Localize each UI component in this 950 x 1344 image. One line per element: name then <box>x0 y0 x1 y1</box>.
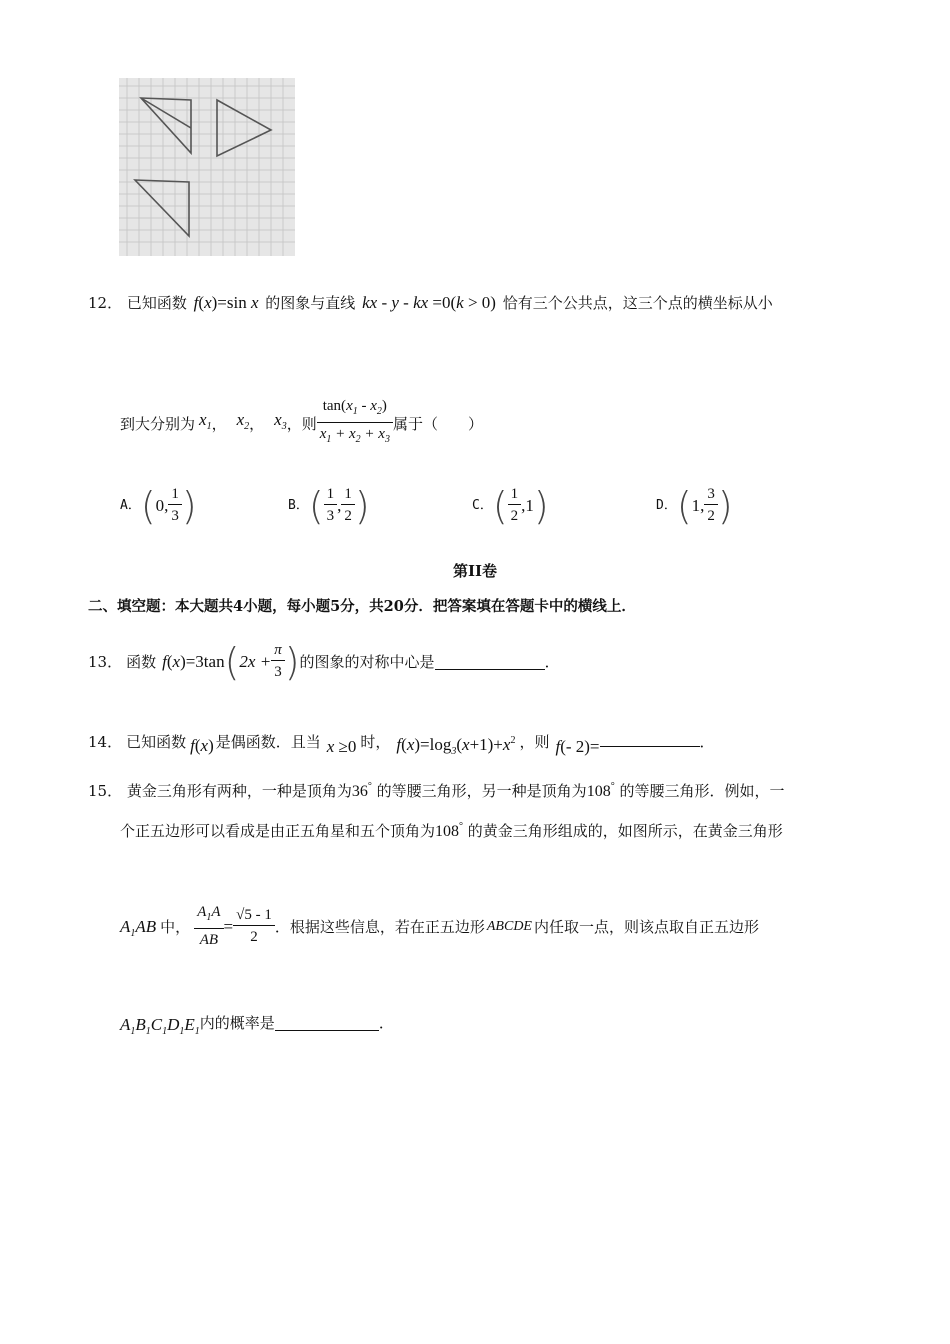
q12-text2: 的图象与直线 <box>265 294 356 312</box>
q15-end: ． <box>378 1013 394 1032</box>
option-b-fraction-2: $\frac{1}{2}$ <box>341 484 355 527</box>
option-c-label: C． <box>472 497 493 513</box>
option-c-fraction: $\frac{1}{2}$ <box>508 484 522 527</box>
q12-x3: $x_3$ <box>274 410 287 432</box>
q14-answer-blank[interactable] <box>600 736 700 747</box>
q12-number: 12． <box>88 294 123 312</box>
q14-end: ． <box>699 732 715 751</box>
q14-text4: ，则 <box>519 732 550 751</box>
q15-angle3: 108° <box>435 821 464 840</box>
q13-func: f(x)=3tan <box>162 651 225 671</box>
option-d-fraction: $\frac{3}{2}$ <box>704 484 718 527</box>
paren-left: ( <box>492 483 508 528</box>
option-d-label: D． <box>656 497 677 513</box>
q15-tri: $A_1AB$ <box>120 917 157 939</box>
q15-equals: = <box>223 916 234 936</box>
q15-line1c: 的等腰三角形．例如，一 <box>619 782 785 800</box>
option-a-fraction: $\frac{1}{3}$ <box>168 484 182 527</box>
q13-text2: 的图象的对称中心是 <box>299 652 435 671</box>
q15-line2 <box>120 818 783 841</box>
q15-number: 15． <box>88 782 123 800</box>
q14-ask: f(- 2)= <box>555 736 600 756</box>
q12-comma1: ， <box>211 414 227 433</box>
section-title: 第II卷 <box>452 562 498 580</box>
q14-line <box>88 722 715 761</box>
q12-text6: 属于（ ） <box>392 414 483 433</box>
q15-angle1: 36° <box>351 781 372 800</box>
section-heading: 二、填空题：本大题共4小题，每小题5分，共20分．把答案填在答题卡中的横线上． <box>88 598 636 615</box>
option-d-one: 1, <box>691 495 705 515</box>
q13-answer-blank[interactable] <box>435 653 545 670</box>
q15-angle2: 108° <box>586 781 615 800</box>
q12-x2: $x_2$ <box>236 410 250 432</box>
q12-frac-numerator: $\tan(x_1 - x_2)$ <box>317 396 393 423</box>
q15-line2a: 个正五边形可以看成是由正五角星和五个顶角为 <box>120 822 436 840</box>
q12-frac-denominator: $x_1 + x_2 + x_3$ <box>319 426 390 445</box>
option-b-fraction-1: $\frac{1}{3}$ <box>324 484 338 527</box>
paren-right: ) <box>284 639 300 684</box>
q14-text3: 时， <box>360 732 391 751</box>
three-view-figure <box>119 78 295 256</box>
q12-option-d[interactable] <box>656 484 733 527</box>
q12-line-eq: kx - y - kx =0(k > 0) <box>362 293 496 312</box>
q14-text2: 是偶函数．且当 <box>215 732 321 751</box>
paren-right: ) <box>354 483 370 528</box>
q15-line2b: 的黄金三角形组成的，如图所示，在黄金三角形 <box>467 822 783 840</box>
q15-line1 <box>88 778 784 801</box>
q12-line1 <box>88 294 773 312</box>
q15-answer-blank[interactable] <box>275 1014 379 1031</box>
q12-x1: $x_1$ <box>199 410 212 432</box>
q14-func: f(x) <box>190 735 214 755</box>
q13-arg: 2x + <box>239 651 272 671</box>
q13-text1: 函数 <box>126 652 157 671</box>
q15-line1b: 的等腰三角形，另一种是顶角为 <box>376 782 587 800</box>
paren-right: ) <box>717 483 733 528</box>
paren-left: ( <box>676 483 692 528</box>
paren-left: ( <box>308 483 324 528</box>
q12-line2 <box>120 396 483 451</box>
paren-left: ( <box>224 639 240 684</box>
q12-text4: 到大分别为 <box>120 414 196 433</box>
q15-eq-num: √5 - 1 <box>233 905 275 926</box>
option-c-one: ,1 <box>521 495 534 515</box>
q15-line3 <box>120 902 759 951</box>
q12-option-a[interactable] <box>120 484 197 527</box>
q14-expr: $f(x)=\log_3(x+1)+x^2$ <box>396 735 516 757</box>
q15-golden-ratio <box>233 905 275 948</box>
paren-left: ( <box>140 483 156 528</box>
q15-pent: ABCDE <box>486 918 532 934</box>
q12-text3: 恰有三个公共点，这三个点的横坐标从小 <box>502 294 773 312</box>
q13-fraction: $\frac{\pi}{3}$ <box>271 640 285 683</box>
grid-triangles-drawing <box>119 78 295 256</box>
q12-fraction <box>317 396 393 451</box>
q15-line3b: 内任取一点，则该点取自正五边形 <box>533 917 759 936</box>
q12-option-c[interactable] <box>472 484 549 527</box>
q12-comma2: ， <box>249 414 265 433</box>
q14-text1: 已知函数 <box>126 732 187 751</box>
paren-right: ) <box>181 483 197 528</box>
option-a-label: A． <box>120 497 141 513</box>
q15-line3a: ．根据这些信息，若在正五边形 <box>274 917 485 936</box>
q13-end: ． <box>544 652 560 671</box>
q15-eq-den: 2 <box>250 929 258 945</box>
option-a-zero: 0, <box>155 495 169 515</box>
q14-cond: x ≥0 <box>326 736 357 756</box>
q12-text1: 已知函数 <box>126 294 187 312</box>
q15-line4: 内的概率是 <box>199 1013 275 1032</box>
q13-number: 13． <box>88 652 123 671</box>
q15-pent2: $A_1B_1C_1D_1E_1$ <box>120 1015 200 1037</box>
option-b-comma: , <box>337 495 342 515</box>
option-b-label: B． <box>288 497 309 513</box>
q15-ratio: $\frac{A_1A}{AB}$ <box>194 902 223 951</box>
q14-number: 14． <box>88 732 123 751</box>
q12-text5: ，则 <box>286 414 317 433</box>
q12-option-b[interactable] <box>288 484 370 527</box>
paren-right: ) <box>533 483 549 528</box>
q15-line4 <box>120 1004 394 1041</box>
q13-line <box>88 640 560 683</box>
q12-func: f(x)=sin x <box>193 293 259 312</box>
q15-mid: 中， <box>160 917 191 936</box>
q15-line1a: 黄金三角形有两种，一种是顶角为 <box>126 782 352 800</box>
